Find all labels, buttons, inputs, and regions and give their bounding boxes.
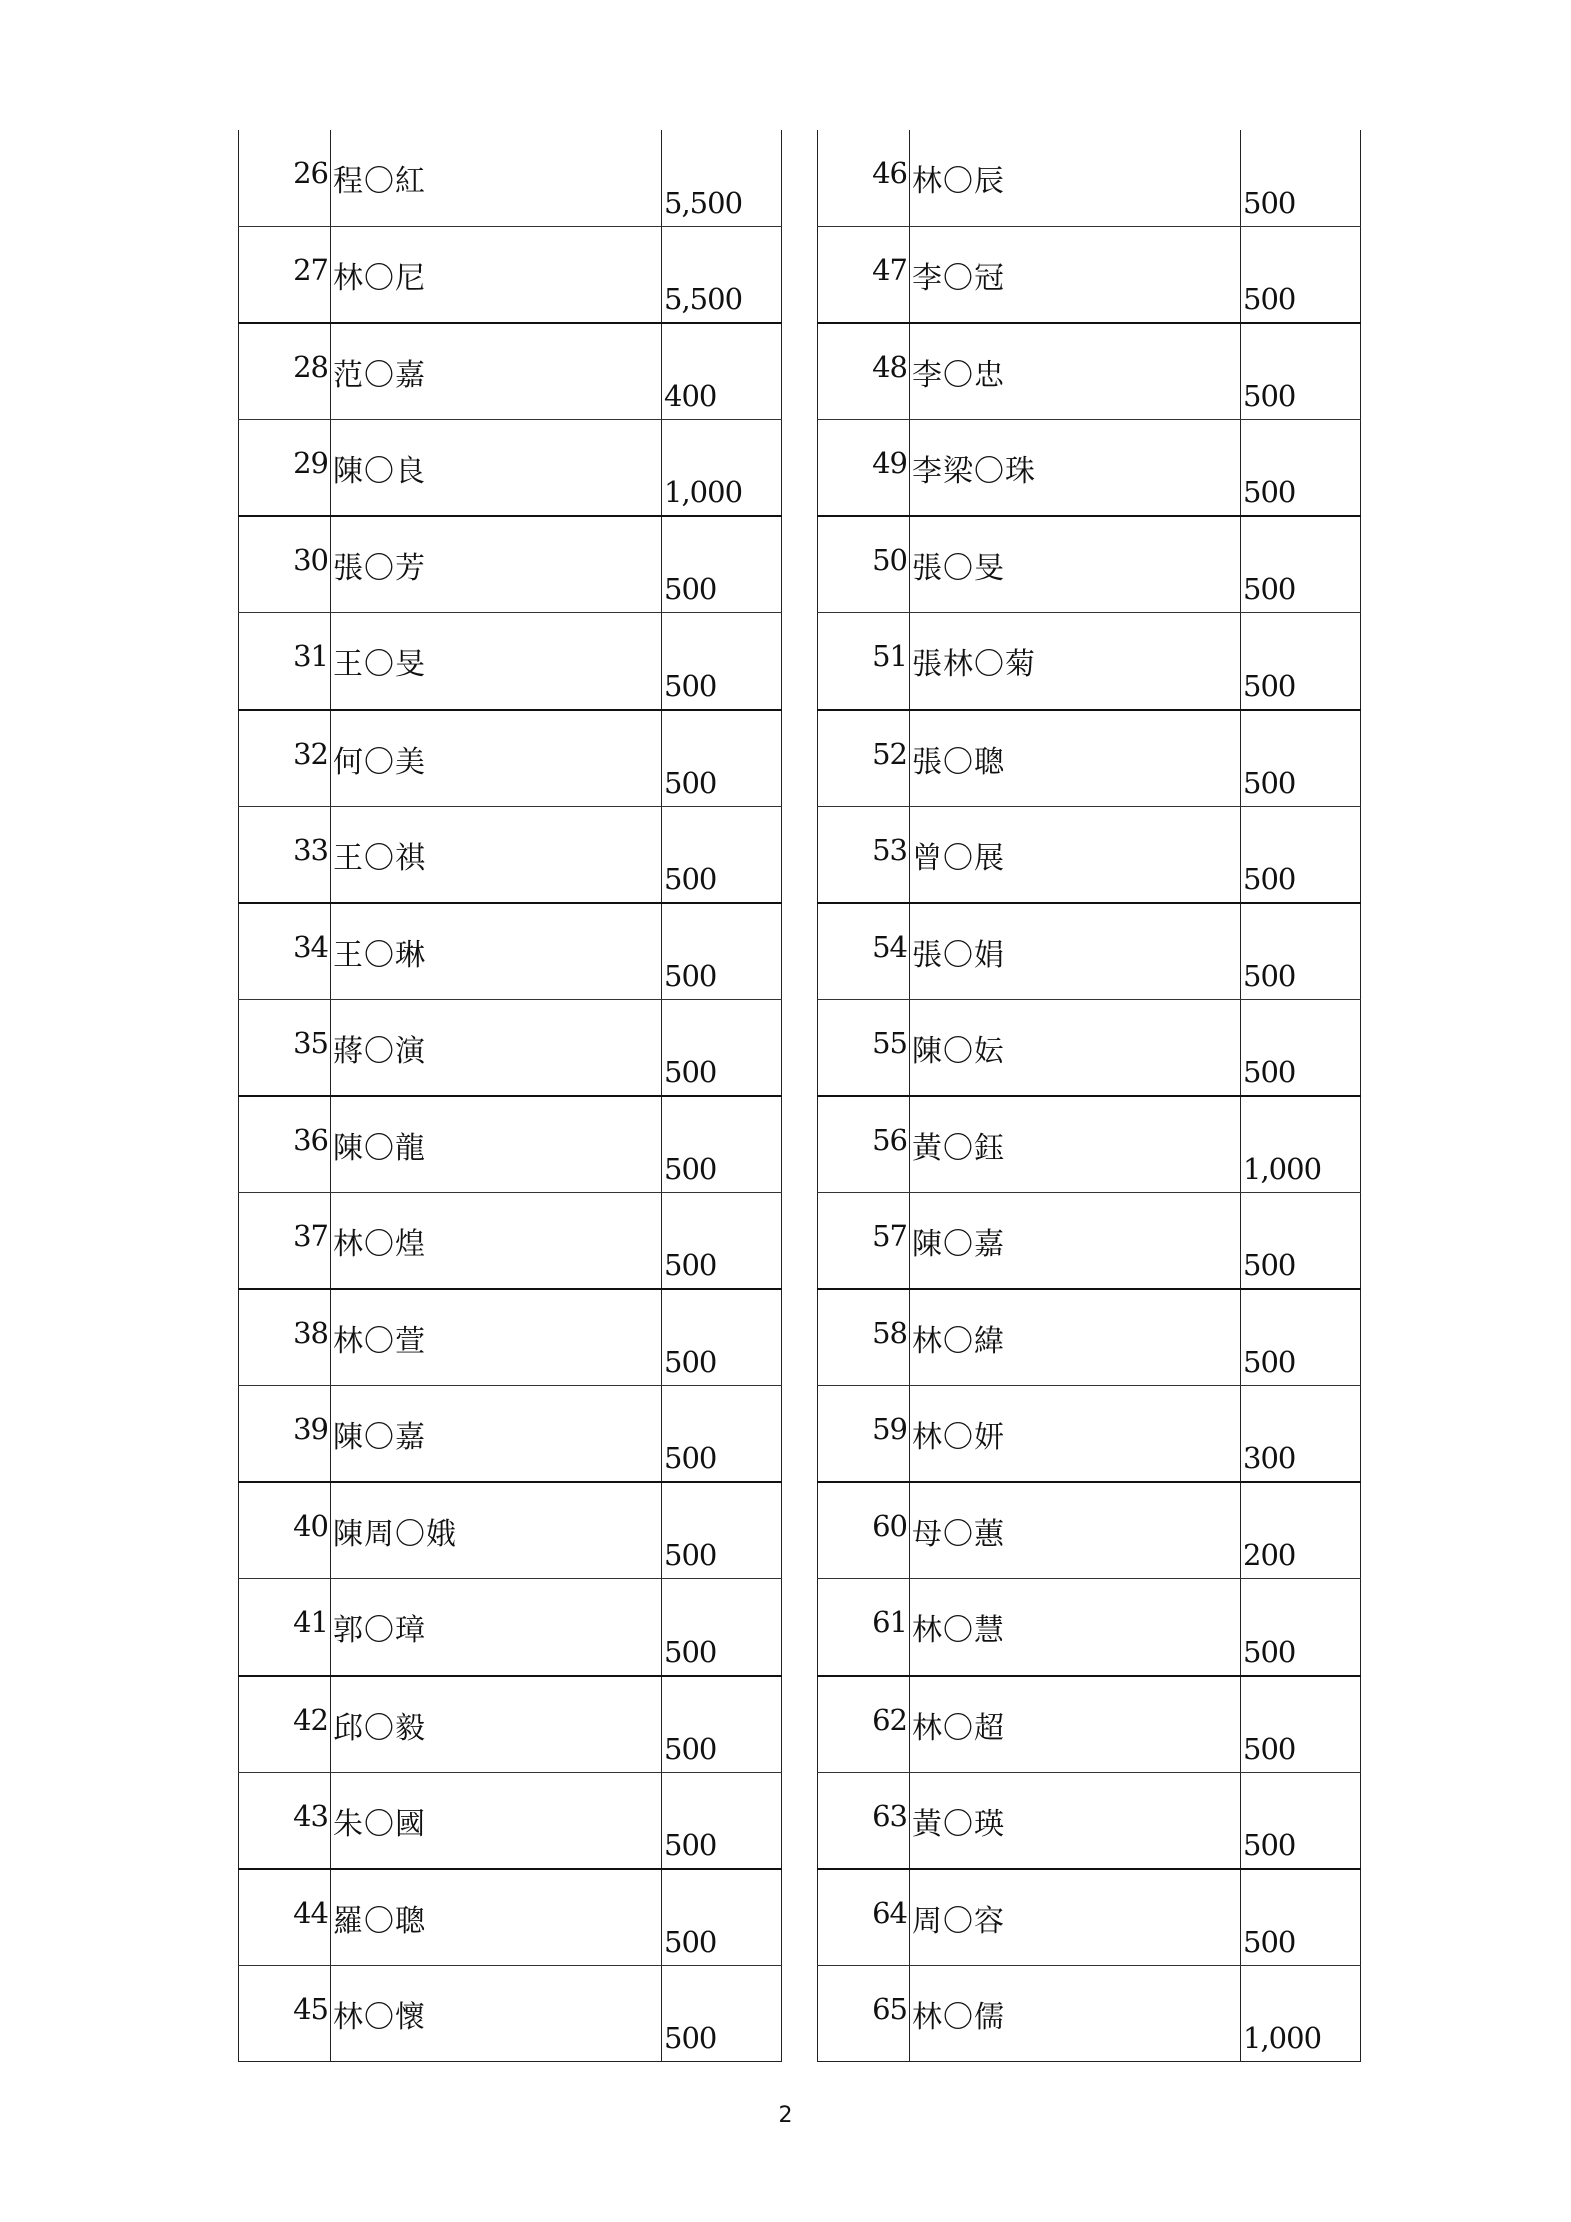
row-number: 34: [293, 929, 328, 964]
row-number-cell: [818, 1482, 910, 1579]
donor-name-cell: [910, 1965, 1241, 2062]
donor-name: 林〇懷: [333, 1999, 426, 2035]
donation-amount: 500: [1243, 572, 1296, 607]
row-number-cell: [239, 806, 331, 903]
donor-name-cell: [910, 1482, 1241, 1579]
donation-amount-cell: [662, 999, 782, 1096]
donation-amount: 500: [1243, 379, 1296, 414]
donor-name: 何〇美: [333, 744, 426, 780]
donation-amount: 500: [664, 1538, 717, 1573]
donation-amount: 500: [664, 2021, 717, 2056]
row-number-cell: [818, 227, 910, 324]
row-number: 47: [872, 253, 907, 288]
donor-name-cell: [910, 806, 1241, 903]
donor-name-cell: [331, 999, 662, 1096]
row-number-cell: [818, 1386, 910, 1483]
row-number: 50: [872, 543, 907, 578]
donation-amount-cell: [662, 420, 782, 517]
donor-name: 林〇儒: [912, 1999, 1005, 2035]
row-number: 57: [872, 1219, 907, 1254]
donor-name: 陳〇嘉: [912, 1227, 1005, 1263]
table-row: [239, 1772, 782, 1869]
table-row: [239, 613, 782, 710]
donor-name: 王〇琳: [333, 937, 426, 973]
row-number: 40: [293, 1509, 328, 1544]
row-number-cell: [239, 613, 331, 710]
table-row: [239, 1676, 782, 1773]
donation-amount: 500: [664, 572, 717, 607]
row-number-cell: [239, 1289, 331, 1386]
row-number: 36: [293, 1122, 328, 1157]
donation-amount-cell: [662, 806, 782, 903]
row-number-cell: [239, 1579, 331, 1676]
donor-table-left: [238, 130, 782, 2062]
donor-name: 陳〇良: [333, 454, 426, 490]
donation-amount-cell: [662, 323, 782, 420]
table-row: [239, 1869, 782, 1966]
donor-name-cell: [910, 613, 1241, 710]
donation-amount: 500: [1243, 282, 1296, 317]
donor-name: 林〇慧: [912, 1613, 1005, 1649]
table-row: [239, 710, 782, 807]
donor-table-right-body: [818, 130, 1361, 2062]
row-number: 46: [872, 156, 907, 190]
row-number-cell: [239, 1193, 331, 1290]
donation-amount-cell: [662, 516, 782, 613]
donation-amount: 1,000: [1243, 1152, 1322, 1187]
donor-name-cell: [331, 1676, 662, 1773]
row-number-cell: [239, 1869, 331, 1966]
donor-name-cell: [910, 1676, 1241, 1773]
donation-amount: 500: [1243, 668, 1296, 703]
row-number: 63: [872, 1798, 907, 1833]
donation-amount-cell: [1241, 613, 1361, 710]
row-number-cell: [818, 710, 910, 807]
donation-amount-cell: [1241, 1579, 1361, 1676]
row-number-cell: [239, 1096, 331, 1193]
donor-name: 林〇妍: [912, 1420, 1005, 1456]
row-number-cell: [239, 1965, 331, 2062]
row-number: 43: [293, 1798, 328, 1833]
table-row: [239, 1965, 782, 2062]
donation-amount-cell: [1241, 1772, 1361, 1869]
row-number-cell: [818, 323, 910, 420]
table-row: [239, 516, 782, 613]
table-row: [818, 130, 1361, 227]
row-number: 29: [293, 446, 328, 481]
row-number-cell: [239, 227, 331, 324]
row-number: 53: [872, 832, 907, 867]
table-row: [818, 1676, 1361, 1773]
table-row: [239, 806, 782, 903]
row-number: 60: [872, 1509, 907, 1544]
donation-amount-cell: [1241, 1386, 1361, 1483]
donation-amount: 500: [1243, 765, 1296, 800]
donation-amount-cell: [662, 1579, 782, 1676]
donor-name-cell: [331, 613, 662, 710]
table-row: [239, 903, 782, 1000]
row-number: 42: [293, 1702, 328, 1737]
donation-amount: 500: [664, 1345, 717, 1380]
donation-amount: 500: [664, 668, 717, 703]
donation-amount-cell: [662, 1869, 782, 1966]
donor-name-cell: [331, 710, 662, 807]
donor-name-cell: [331, 1193, 662, 1290]
row-number: 28: [293, 350, 328, 385]
donation-amount: 500: [664, 1827, 717, 1862]
row-number-cell: [239, 710, 331, 807]
donor-name-cell: [910, 420, 1241, 517]
donation-amount-cell: [1241, 903, 1361, 1000]
donation-amount-cell: [1241, 1965, 1361, 2062]
table-row: [239, 420, 782, 517]
donation-amount: 500: [664, 765, 717, 800]
row-number-cell: [818, 1579, 910, 1676]
donor-table-left-body: [239, 130, 782, 2062]
row-number: 61: [872, 1605, 907, 1640]
donation-amount: 300: [1243, 1441, 1296, 1476]
donor-name: 陳周〇娥: [333, 1517, 457, 1553]
table-row: [818, 999, 1361, 1096]
donation-amount-cell: [662, 227, 782, 324]
donation-amount: 500: [664, 958, 717, 993]
donation-amount: 200: [1243, 1538, 1296, 1573]
donor-name: 程〇紅: [333, 164, 426, 199]
donor-name-cell: [910, 999, 1241, 1096]
donor-name: 陳〇龍: [333, 1130, 426, 1166]
table-row: [239, 1386, 782, 1483]
table-row: [818, 1772, 1361, 1869]
donation-amount-cell: [1241, 1869, 1361, 1966]
row-number-cell: [818, 420, 910, 517]
table-row: [818, 1386, 1361, 1483]
row-number: 35: [293, 1025, 328, 1060]
donation-amount: 500: [1243, 1054, 1296, 1089]
donation-amount: 400: [664, 379, 717, 414]
donor-name: 林〇煌: [333, 1227, 426, 1263]
donation-amount-cell: [662, 903, 782, 1000]
row-number-cell: [818, 1096, 910, 1193]
row-number-cell: [239, 999, 331, 1096]
donor-name: 曾〇展: [912, 840, 1005, 876]
donor-name-cell: [331, 516, 662, 613]
donor-name: 黃〇鈺: [912, 1130, 1005, 1166]
table-row: [239, 1193, 782, 1290]
table-row: [239, 323, 782, 420]
donation-amount: 500: [664, 1441, 717, 1476]
donor-name-cell: [910, 1386, 1241, 1483]
donation-amount: 500: [664, 1634, 717, 1669]
donor-name-cell: [331, 1289, 662, 1386]
row-number: 65: [872, 1991, 907, 2026]
donor-table-right: [817, 130, 1361, 2062]
donor-name: 張林〇菊: [912, 647, 1036, 683]
donor-name-cell: [331, 1482, 662, 1579]
donation-amount-cell: [1241, 130, 1361, 227]
row-number-cell: [239, 516, 331, 613]
donor-name-cell: [910, 323, 1241, 420]
row-number: 56: [872, 1122, 907, 1157]
donation-amount-cell: [662, 1772, 782, 1869]
table-row: [818, 1482, 1361, 1579]
donor-name: 李〇忠: [912, 358, 1005, 394]
donation-amount-cell: [1241, 1289, 1361, 1386]
row-number-cell: [818, 1193, 910, 1290]
donor-name-cell: [910, 130, 1241, 227]
table-row: [818, 420, 1361, 517]
row-number-cell: [239, 130, 331, 227]
row-number: 30: [293, 543, 328, 578]
donation-amount-cell: [1241, 1482, 1361, 1579]
donor-name: 郭〇璋: [333, 1613, 426, 1649]
donor-name: 李〇冠: [912, 261, 1005, 297]
donation-amount-cell: [1241, 1193, 1361, 1290]
row-number: 27: [293, 253, 328, 288]
table-row: [239, 227, 782, 324]
row-number-cell: [239, 1482, 331, 1579]
donor-name: 邱〇毅: [333, 1710, 426, 1746]
donor-name: 張〇芳: [333, 551, 426, 587]
donation-amount: 500: [1243, 958, 1296, 993]
donation-amount-cell: [662, 1289, 782, 1386]
row-number: 45: [293, 1991, 328, 2026]
row-number: 39: [293, 1412, 328, 1447]
table-row: [818, 1193, 1361, 1290]
donor-name: 林〇萱: [333, 1324, 426, 1360]
donation-amount: 500: [664, 1054, 717, 1089]
donor-name: 張〇旻: [912, 551, 1005, 587]
donation-amount: 500: [664, 1248, 717, 1283]
donor-name: 張〇娟: [912, 937, 1005, 973]
donation-amount: 500: [1243, 1634, 1296, 1669]
donation-amount: 5,500: [664, 186, 743, 221]
donor-name: 李梁〇珠: [912, 454, 1036, 490]
donor-name: 林〇尼: [333, 261, 426, 297]
table-row: [818, 323, 1361, 420]
row-number-cell: [239, 1772, 331, 1869]
table-row: [818, 806, 1361, 903]
donor-name: 黃〇瑛: [912, 1806, 1005, 1842]
table-row: [818, 1289, 1361, 1386]
donor-name: 蔣〇演: [333, 1033, 426, 1069]
table-row: [239, 130, 782, 227]
donor-name: 羅〇聰: [333, 1903, 426, 1939]
row-number: 58: [872, 1316, 907, 1351]
table-row: [818, 516, 1361, 613]
donor-name: 張〇聰: [912, 744, 1005, 780]
table-row: [818, 1869, 1361, 1966]
donation-amount-cell: [662, 1386, 782, 1483]
row-number-cell: [239, 420, 331, 517]
row-number-cell: [818, 806, 910, 903]
donor-name-cell: [910, 1193, 1241, 1290]
donation-amount-cell: [1241, 227, 1361, 324]
donation-amount-cell: [1241, 420, 1361, 517]
donor-name-cell: [331, 1579, 662, 1676]
donor-name-cell: [331, 323, 662, 420]
donor-name: 陳〇嘉: [333, 1420, 426, 1456]
row-number-cell: [239, 1386, 331, 1483]
row-number: 41: [293, 1605, 328, 1640]
row-number: 32: [293, 736, 328, 771]
donation-amount: 500: [664, 861, 717, 896]
row-number-cell: [239, 903, 331, 1000]
row-number: 59: [872, 1412, 907, 1447]
donation-amount-cell: [662, 1965, 782, 2062]
table-row: [239, 1289, 782, 1386]
donor-name: 林〇緯: [912, 1324, 1005, 1360]
donation-amount: 500: [1243, 1248, 1296, 1283]
donor-name-cell: [910, 1289, 1241, 1386]
row-number-cell: [818, 1772, 910, 1869]
donation-amount: 500: [1243, 475, 1296, 510]
row-number: 55: [872, 1025, 907, 1060]
donation-amount-cell: [662, 1676, 782, 1773]
table-row: [239, 999, 782, 1096]
donor-name-cell: [331, 1869, 662, 1966]
row-number: 64: [872, 1895, 907, 1930]
donor-name: 周〇容: [912, 1903, 1005, 1939]
row-number: 38: [293, 1316, 328, 1351]
table-row: [818, 1579, 1361, 1676]
donor-name-cell: [331, 1096, 662, 1193]
table-row: [239, 1482, 782, 1579]
donation-amount: 5,500: [664, 282, 743, 317]
donor-name-cell: [910, 1869, 1241, 1966]
donation-amount: 500: [1243, 186, 1296, 221]
donor-name-cell: [910, 1096, 1241, 1193]
donation-amount-cell: [1241, 806, 1361, 903]
donor-name: 朱〇國: [333, 1806, 426, 1842]
donation-amount-cell: [662, 1482, 782, 1579]
donation-amount: 1,000: [1243, 2021, 1322, 2056]
donation-amount: 1,000: [664, 475, 743, 510]
donor-name-cell: [910, 1579, 1241, 1676]
donation-amount-cell: [1241, 710, 1361, 807]
donor-name: 林〇辰: [912, 164, 1005, 199]
donation-amount-cell: [662, 1096, 782, 1193]
row-number-cell: [818, 1965, 910, 2062]
table-row: [818, 1096, 1361, 1193]
row-number-cell: [818, 1676, 910, 1773]
donor-name-cell: [331, 420, 662, 517]
donation-amount-cell: [1241, 516, 1361, 613]
row-number-cell: [818, 1289, 910, 1386]
donation-amount: 500: [664, 1152, 717, 1187]
table-row: [818, 710, 1361, 807]
donation-amount-cell: [1241, 1096, 1361, 1193]
table-row: [818, 227, 1361, 324]
table-row: [818, 903, 1361, 1000]
donor-name-cell: [910, 227, 1241, 324]
donation-amount-cell: [662, 710, 782, 807]
row-number-cell: [239, 323, 331, 420]
table-row: [818, 1965, 1361, 2062]
donation-amount-cell: [662, 130, 782, 227]
donor-name-cell: [331, 1965, 662, 2062]
row-number: 33: [293, 832, 328, 867]
row-number-cell: [818, 999, 910, 1096]
donation-amount: 500: [1243, 1827, 1296, 1862]
donor-name: 林〇超: [912, 1710, 1005, 1746]
donor-name-cell: [331, 806, 662, 903]
donation-amount: 500: [1243, 861, 1296, 896]
donation-amount-cell: [662, 613, 782, 710]
donor-name: 范〇嘉: [333, 358, 426, 394]
donor-name: 陳〇妘: [912, 1033, 1005, 1069]
row-number: 52: [872, 736, 907, 771]
donor-name-cell: [331, 1772, 662, 1869]
table-row: [818, 613, 1361, 710]
row-number: 54: [872, 929, 907, 964]
donation-amount-cell: [1241, 323, 1361, 420]
donor-name-cell: [331, 130, 662, 227]
row-number-cell: [818, 516, 910, 613]
donor-name-cell: [331, 227, 662, 324]
donor-name-cell: [910, 516, 1241, 613]
donor-name: 母〇蕙: [912, 1517, 1005, 1553]
page-number: 2: [778, 2103, 793, 2128]
row-number-cell: [818, 613, 910, 710]
row-number: 31: [293, 639, 328, 674]
donation-amount: 500: [664, 1924, 717, 1959]
row-number: 37: [293, 1219, 328, 1254]
donor-name-cell: [910, 1772, 1241, 1869]
row-number: 44: [293, 1895, 328, 1930]
row-number: 49: [872, 446, 907, 481]
donation-amount: 500: [664, 1731, 717, 1766]
row-number: 26: [293, 156, 328, 190]
row-number-cell: [818, 130, 910, 227]
row-number-cell: [239, 1676, 331, 1773]
table-row: [239, 1579, 782, 1676]
row-number: 51: [872, 639, 907, 674]
donation-amount-cell: [662, 1193, 782, 1290]
donation-amount: 500: [1243, 1345, 1296, 1380]
donor-name: 王〇祺: [333, 840, 426, 876]
donor-name: 王〇旻: [333, 647, 426, 683]
donor-name-cell: [910, 710, 1241, 807]
donor-name-cell: [331, 1386, 662, 1483]
donor-name-cell: [910, 903, 1241, 1000]
row-number: 62: [872, 1702, 907, 1737]
row-number: 48: [872, 350, 907, 385]
table-row: [239, 1096, 782, 1193]
row-number-cell: [818, 1869, 910, 1966]
donation-amount: 500: [1243, 1731, 1296, 1766]
donation-amount-cell: [1241, 1676, 1361, 1773]
donation-amount: 500: [1243, 1924, 1296, 1959]
donation-amount-cell: [1241, 999, 1361, 1096]
donor-name-cell: [331, 903, 662, 1000]
row-number-cell: [818, 903, 910, 1000]
